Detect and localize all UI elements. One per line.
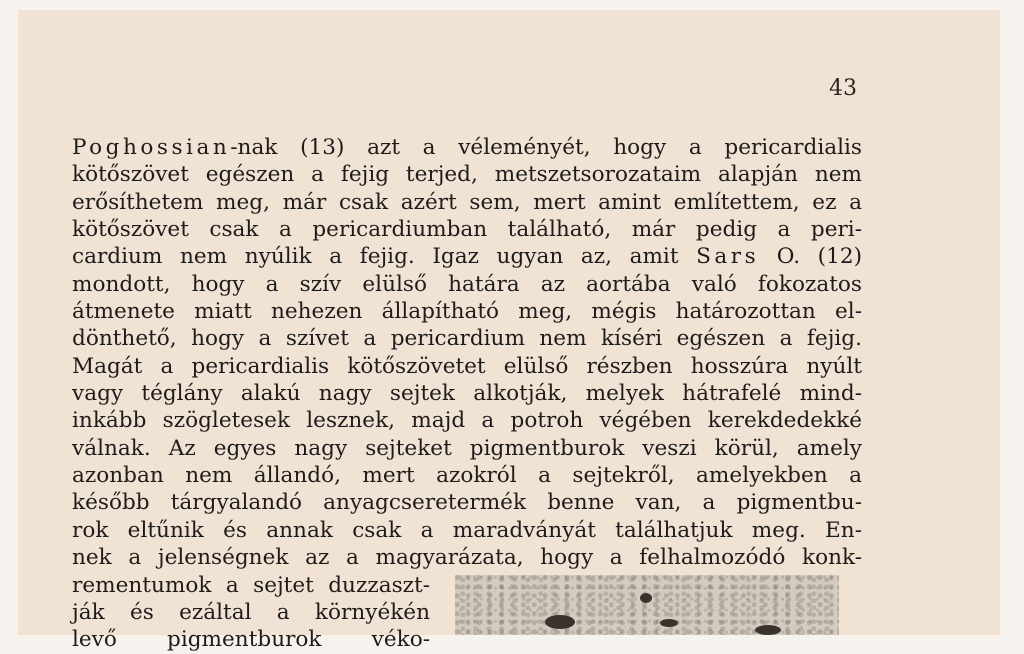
text-line bbox=[72, 626, 430, 653]
text-segment: dönthető, hogy a szívet a pericardium nem kíséri egészen a fejig. bbox=[72, 326, 862, 352]
text-segment: Magát a pericardialis kötőszövetet elülső részben hosszúra nyúlt bbox=[72, 353, 862, 379]
figure-cell-mark bbox=[755, 625, 781, 635]
text-line bbox=[72, 271, 862, 298]
text-segment: -nak (13) azt a véleményét, hogy a pericardialis bbox=[230, 135, 862, 160]
text-line bbox=[72, 353, 862, 380]
text-segment: kötőszövet egészen a fejig terjed, metszetsorozataim alapján nem bbox=[72, 162, 862, 188]
text-line bbox=[72, 599, 430, 626]
text-line bbox=[72, 572, 430, 599]
text-line bbox=[72, 489, 862, 516]
figure-image bbox=[455, 575, 839, 635]
text-segment: erősíthetem meg, már csak azért sem, mert amint említettem, ez a bbox=[72, 189, 862, 215]
text-segment: rementumok a sejtet duzzaszt- bbox=[72, 572, 430, 598]
text-line bbox=[72, 435, 862, 462]
author-name: Sars bbox=[696, 244, 760, 270]
book-page bbox=[18, 10, 1012, 653]
text-segment: azonban nem állandó, mert azokról a sejtekről, amelyekben a bbox=[72, 463, 862, 489]
text-segment: ják és ezáltal a környékén bbox=[72, 599, 430, 625]
figure-cell-mark bbox=[660, 619, 678, 627]
text-segment: O. (12) bbox=[759, 244, 862, 270]
text-line bbox=[72, 407, 862, 434]
text-segment: rok eltűnik és annak csak a maradványát találhatjuk meg. En- bbox=[72, 517, 862, 543]
page-edge bbox=[1000, 10, 1012, 635]
text-segment: nek a jelenségnek az a magyarázata, hogy a felhalmozódó konk- bbox=[72, 545, 862, 571]
text-line bbox=[72, 216, 862, 243]
text-segment: inkább szögletesek lesznek, majd a potroh végében kerekdedekké bbox=[72, 408, 862, 434]
text-line bbox=[72, 298, 862, 325]
text-segment: levő pigmentburok véko- bbox=[72, 627, 430, 653]
author-name: Poghossian bbox=[72, 135, 231, 160]
text-line bbox=[72, 189, 862, 216]
text-line bbox=[72, 161, 862, 188]
text-segment: kötőszövet csak a pericardiumban található, már pedig a peri- bbox=[72, 217, 862, 243]
text-segment: cardium nem nyúlik a fejig. Igaz ugyan az, amit bbox=[72, 244, 697, 270]
text-line bbox=[72, 134, 862, 161]
text-segment: vagy téglány alakú nagy sejtek alkotják, melyek hátrafelé mind- bbox=[72, 381, 862, 407]
text-segment: átmenete miatt nehezen állapítható meg, mégis határozottan el- bbox=[72, 299, 862, 325]
text-segment: mondott, hogy a szív elülső határa az aortába való fokozatos bbox=[72, 271, 862, 297]
text-line bbox=[72, 380, 862, 407]
figure-cell-mark bbox=[545, 615, 575, 629]
text-segment: válnak. Az egyes nagy sejteket pigmentburok veszi körül, amely bbox=[72, 435, 862, 461]
page-number: 43 bbox=[829, 76, 857, 101]
text-line bbox=[72, 243, 862, 270]
figure-cell-mark bbox=[640, 593, 652, 603]
text-line bbox=[72, 325, 862, 352]
text-line bbox=[72, 544, 862, 571]
text-line bbox=[72, 462, 862, 489]
text-line bbox=[72, 517, 862, 544]
text-segment: később tárgyalandó anyagcseretermék benne van, a pigmentbu- bbox=[72, 490, 862, 516]
